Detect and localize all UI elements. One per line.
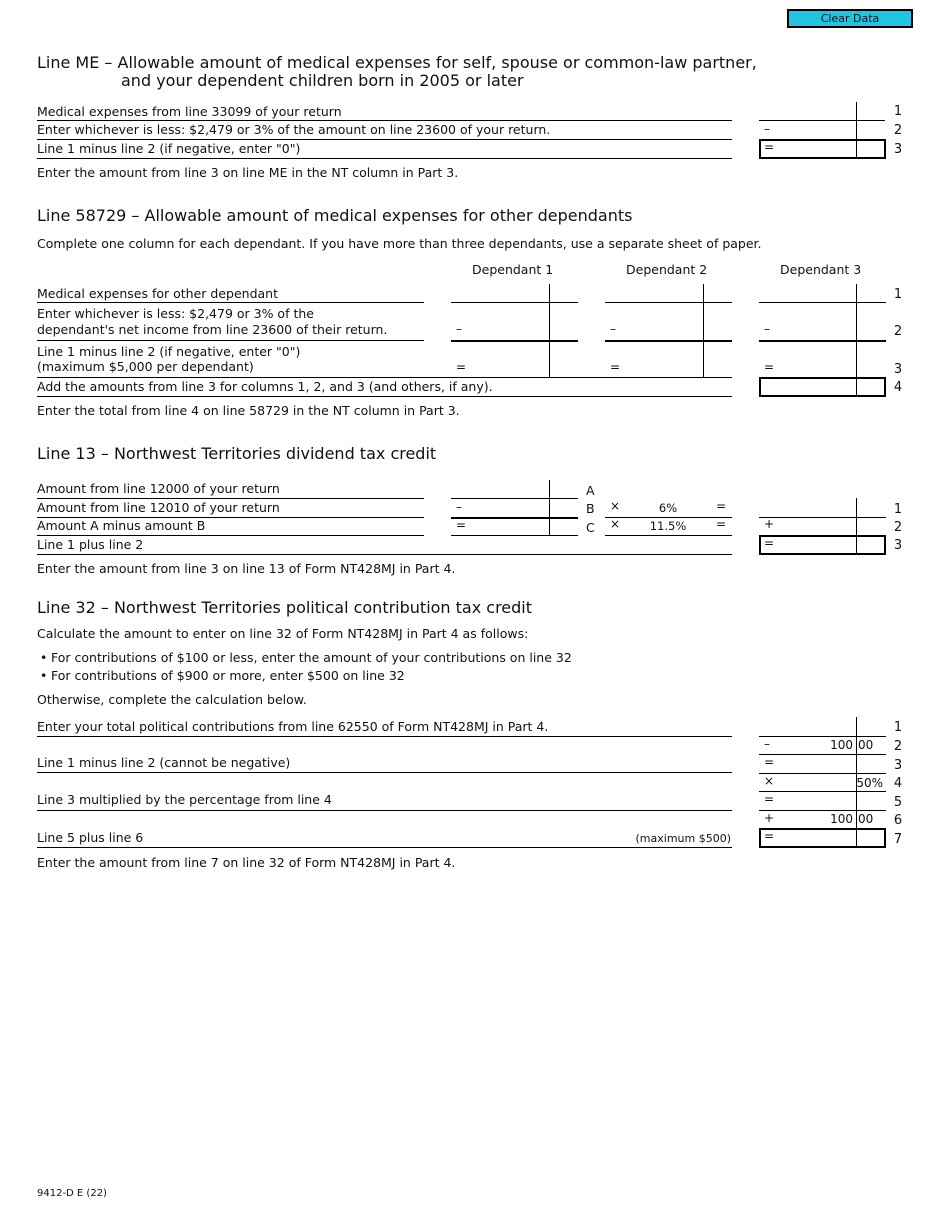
op-equals: = <box>764 755 775 769</box>
line-number: 7 <box>893 832 903 847</box>
op-minus: – <box>456 322 462 336</box>
line-me-row3-label: Line 1 minus line 2 (if negative, enter "0") <box>37 141 301 156</box>
dependant-2-line2-field[interactable] <box>605 303 732 340</box>
line-58729-total-field[interactable] <box>759 377 886 397</box>
line-32-intro: Calculate the amount to enter on line 32 of Form NT428MJ in Part 4 as follows: <box>37 626 529 641</box>
line-32-bullet-2: For contributions of $900 or more, enter $500 on line 32 <box>51 668 405 683</box>
line-32-line7-field[interactable] <box>759 828 886 848</box>
line-58729-row4-label: Add the amounts from line 3 for columns 1, 2, and 3 (and others, if any). <box>37 379 493 394</box>
dependant-2-line1-field[interactable] <box>605 285 732 302</box>
line-32-row3-label: Line 1 minus line 2 (cannot be negative) <box>37 755 291 770</box>
dependant-3-line1-field[interactable] <box>759 285 886 302</box>
op-equals: = <box>764 829 775 843</box>
line-13-amount-c-field[interactable] <box>451 519 578 535</box>
form-code: 9412-D E (22) <box>37 1188 107 1199</box>
dependant-3-line2-field[interactable] <box>759 303 886 340</box>
line-32-line4-rate: 50% <box>856 776 883 790</box>
op-minus: – <box>764 737 770 751</box>
line-13-line2-field[interactable] <box>759 518 886 535</box>
line-13-amount-b-field[interactable] <box>451 499 578 517</box>
dependant-1-line3-field[interactable] <box>451 342 578 377</box>
line-me-note: Enter the amount from line 3 on line ME in the NT column in Part 3. <box>37 165 459 180</box>
line-me-line2-field[interactable] <box>759 121 885 139</box>
line-32-max-note: (maximum $500) <box>635 832 731 845</box>
op-equals: = <box>764 792 775 806</box>
line-13-row-a-label: Amount from line 12000 of your return <box>37 481 280 496</box>
line-number: 2 <box>893 739 903 754</box>
line-number: 1 <box>893 287 903 302</box>
line-me-op-equals: = <box>764 140 775 154</box>
line-58729-row3-label-a: Line 1 minus line 2 (if negative, enter "0") <box>37 344 301 359</box>
line-32-line2-dollars: 100 <box>830 738 853 752</box>
line-number: 3 <box>893 362 903 377</box>
line-number: 3 <box>893 538 903 553</box>
line-me-row1-label: Medical expenses from line 33099 of your return <box>37 104 342 119</box>
line-13-total-label: Line 1 plus line 2 <box>37 537 144 552</box>
line-32-line3-field[interactable] <box>759 755 886 773</box>
dependant-1-line2-field[interactable] <box>451 303 578 340</box>
op-equals: = <box>610 360 621 374</box>
line-number: 1 <box>893 104 903 119</box>
line-32-line5-field[interactable] <box>759 792 886 810</box>
op-equals: = <box>456 360 467 374</box>
op-times: × <box>764 774 775 788</box>
clear-data-button[interactable]: Clear Data <box>787 9 913 28</box>
line-58729-row3-label-b: (maximum $5,000 per dependant) <box>37 359 254 374</box>
line-32-line6-cents: 00 <box>858 812 874 826</box>
line-number: 2 <box>893 520 903 535</box>
bullet-icon: • <box>40 668 48 683</box>
line-58729-note: Enter the total from line 4 on line 58729 in the NT column in Part 3. <box>37 403 460 418</box>
op-minus: – <box>610 322 616 336</box>
dividend-rate-2: 11.5% <box>649 519 687 533</box>
op-equals: = <box>456 518 467 532</box>
line-13-amount-a-field[interactable] <box>451 481 578 498</box>
dividend-rate-1: 6% <box>658 501 678 515</box>
line-me-title-1: Line ME – Allowable amount of medical expenses for self, spouse or common-law partner, <box>37 53 757 72</box>
line-58729-title: Line 58729 – Allowable amount of medical expenses for other dependants <box>37 206 633 225</box>
line-58729-intro: Complete one column for each dependant. If you have more than three dependants, use a separate sheet of paper. <box>37 236 762 251</box>
dependant-3-line3-field[interactable] <box>759 342 886 377</box>
line-32-otherwise: Otherwise, complete the calculation below. <box>37 692 307 707</box>
op-times: × <box>610 517 621 531</box>
line-number: 5 <box>893 795 903 810</box>
column-header-dependant-3: Dependant 3 <box>780 262 862 277</box>
column-header-dependant-2: Dependant 2 <box>626 262 708 277</box>
op-plus: + <box>764 811 775 825</box>
line-me-row2-label: Enter whichever is less: $2,479 or 3% of the amount on line 23600 of your return. <box>37 122 551 137</box>
op-equals: = <box>716 517 727 531</box>
line-32-row7-label: Line 5 plus line 6 <box>37 830 144 845</box>
line-number: 2 <box>893 123 903 138</box>
line-58729-row2-label-b: dependant's net income from line 23600 of their return. <box>37 322 388 337</box>
line-13-line3-field[interactable] <box>759 535 886 555</box>
line-number: 1 <box>893 720 903 735</box>
letter-a: A <box>586 483 595 498</box>
line-13-line1-field[interactable] <box>759 499 886 517</box>
line-32-note: Enter the amount from line 7 on line 32 of Form NT428MJ in Part 4. <box>37 855 456 870</box>
letter-c: C <box>586 520 595 535</box>
line-me-line3-field[interactable] <box>759 139 886 159</box>
op-equals: = <box>764 536 775 550</box>
line-me-op-minus: – <box>764 122 770 136</box>
line-number: 1 <box>893 502 903 517</box>
op-times: × <box>610 499 621 513</box>
dependant-1-line1-field[interactable] <box>451 285 578 302</box>
line-13-row-c-label: Amount A minus amount B <box>37 518 206 533</box>
line-32-title: Line 32 – Northwest Territories political contribution tax credit <box>37 598 533 617</box>
letter-b: B <box>586 501 595 516</box>
line-13-title: Line 13 – Northwest Territories dividend tax credit <box>37 444 437 463</box>
line-58729-row1-label: Medical expenses for other dependant <box>37 286 278 301</box>
line-number: 3 <box>893 758 903 773</box>
line-32-line2-cents: 00 <box>858 738 874 752</box>
line-number: 3 <box>893 142 903 157</box>
line-13-row-b-label: Amount from line 12010 of your return <box>37 500 280 515</box>
line-number: 2 <box>893 324 903 339</box>
op-minus: – <box>764 322 770 336</box>
line-32-row5-label: Line 3 multiplied by the percentage from line 4 <box>37 792 332 807</box>
bullet-icon: • <box>40 650 48 665</box>
line-32-row1-label: Enter your total political contributions from line 62550 of Form NT428MJ in Part 4. <box>37 719 549 734</box>
line-32-bullet-1: For contributions of $100 or less, enter the amount of your contributions on line 32 <box>51 650 572 665</box>
line-32-line1-field[interactable] <box>759 718 886 736</box>
dependant-2-line3-field[interactable] <box>605 342 732 377</box>
line-58729-row2-label-a: Enter whichever is less: $2,479 or 3% of the <box>37 306 314 321</box>
line-number: 4 <box>893 380 903 395</box>
op-plus: + <box>764 517 775 531</box>
op-equals: = <box>764 360 775 374</box>
line-me-title-2: and your dependent children born in 2005 or later <box>121 71 524 90</box>
line-number: 6 <box>893 813 903 828</box>
line-32-line6-dollars: 100 <box>830 812 853 826</box>
line-me-line1-field[interactable] <box>759 103 885 120</box>
op-minus: – <box>456 500 462 514</box>
line-number: 4 <box>893 776 903 791</box>
line-13-note: Enter the amount from line 3 on line 13 of Form NT428MJ in Part 4. <box>37 561 456 576</box>
op-equals: = <box>716 499 727 513</box>
column-header-dependant-1: Dependant 1 <box>472 262 554 277</box>
